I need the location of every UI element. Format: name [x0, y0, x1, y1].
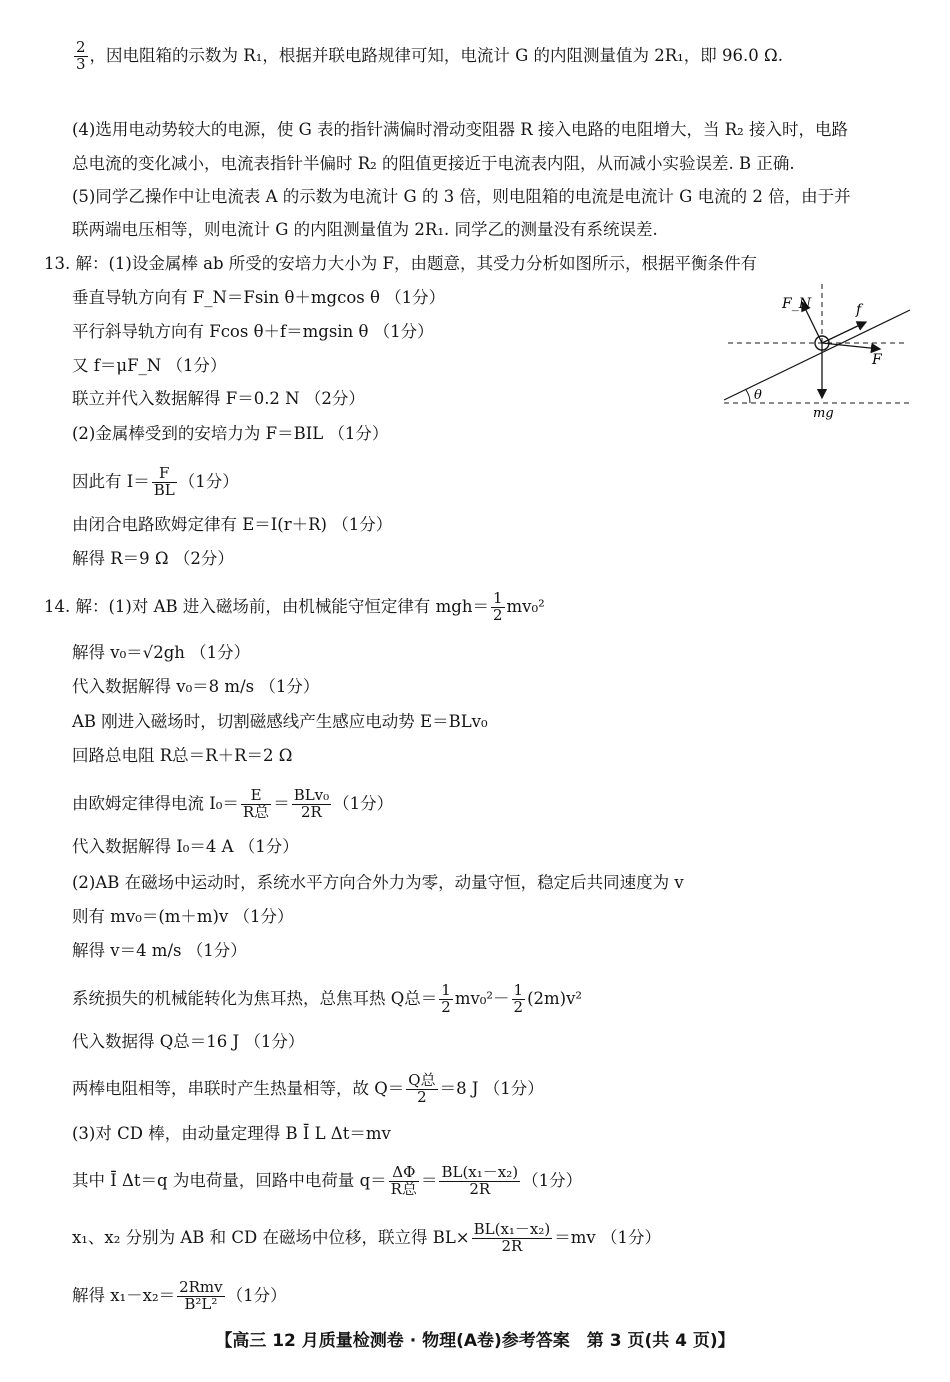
line-text: （1分）: [178, 471, 239, 491]
page-footer: 【高三 12 月质量检测卷 · 物理(A卷)参考答案 第 3 页(共 4 页)】: [215, 1331, 735, 1351]
question-13-heading: 13. 解：(1)设金属棒 ab 所受的安培力大小为 F，由题意，其受力分析如图所示，根据平衡条件有: [44, 254, 757, 273]
fraction: [406, 1073, 437, 1106]
numerator: E: [241, 788, 271, 805]
line-text: ＝mv （1分）: [554, 1227, 661, 1247]
denominator: 2R: [301, 802, 322, 821]
text-line: [72, 1165, 582, 1198]
line-text: 解得 x₁－x₂＝: [72, 1285, 176, 1305]
text-line: (3)对 CD 棒，由动量定理得 B Ī L Δt＝mv: [72, 1124, 391, 1143]
text-line: 联立并代入数据解得 F＝0.2 N （2分）: [72, 389, 365, 408]
denominator: 2R: [469, 1179, 491, 1198]
denominator: B²L²: [184, 1294, 218, 1313]
denominator: R总: [242, 802, 270, 821]
text-line: [72, 788, 393, 821]
text-line: 总电流的变化减小，电流表指针半偏时 R₂ 的阻值更接近于电流表内阻，从而减小实验误差. B 正确.: [72, 154, 795, 173]
numerator: BLv₀: [293, 786, 330, 804]
denominator: 2R: [501, 1236, 523, 1255]
text-line: (4)选用电动势较大的电源，使 G 表的指针满偏时滑动变阻器 R 接入电路的电阻增大，当 R₂ 接入时，电路: [72, 120, 848, 139]
text-line: 代入数据解得 v₀＝8 m/s （1分）: [72, 677, 320, 696]
friction-arrow: [822, 322, 866, 343]
denominator: 2: [513, 997, 524, 1016]
force-diagram: [718, 280, 918, 420]
fraction: [241, 788, 271, 821]
text-line: [72, 466, 239, 499]
text-line: (5)同学乙操作中让电流表 A 的示数为电流计 G 的 3 倍，则电阻箱的电流是电流计 G 电流的 2 倍，由于并: [72, 187, 851, 206]
fraction: [491, 591, 505, 624]
label-theta: θ: [754, 388, 762, 403]
line-text: ＝8 J （1分）: [439, 1078, 544, 1098]
line-text: x₁、x₂ 分别为 AB 和 CD 在磁场中位移，联立得 BL×: [72, 1227, 470, 1247]
text-line: [72, 1073, 544, 1106]
text-line: 联两端电压相等，则电流计 G 的内阻测量值为 2R₁. 同学乙的测量没有系统误差.: [72, 220, 658, 239]
text-line: 解得 R＝9 Ω （2分）: [72, 549, 234, 568]
text-line: [72, 1280, 287, 1313]
text-line: 又 f＝μF_N （1分）: [72, 356, 227, 375]
line-text: 两棒电阻相等，串联时产生热量相等，故 Q＝: [72, 1078, 405, 1098]
numerator: BL(x₁－x₂): [473, 1220, 551, 1238]
label-F: F: [872, 352, 882, 368]
line-text: 其中 Ī Δt＝q 为电荷量，回路中电荷量 q＝: [72, 1170, 387, 1190]
line-text: ＝: [273, 793, 290, 813]
incline-rail: [724, 310, 910, 400]
line-text: ，因电阻箱的示数为 R₁，根据并联电路规律可知，电流计 G 的内阻测量值为 2R₁，即 96.0 Ω.: [89, 45, 783, 65]
text-line: 代入数据得 Q总＝16 J （1分）: [72, 1032, 305, 1051]
line-text: ＝: [420, 1170, 438, 1190]
fraction: [292, 788, 331, 821]
denominator: 2: [492, 605, 503, 624]
line-text: 14. 解：(1)对 AB 进入磁场前，由机械能守恒定律有 mgh＝: [44, 596, 489, 616]
fraction: [74, 40, 88, 73]
text-line: 回路总电阻 R总＝R＋R＝2 Ω: [72, 746, 293, 765]
numerator: F: [152, 466, 177, 483]
line-text: (2m)v²: [527, 988, 583, 1008]
numerator: ΔΦ: [389, 1165, 419, 1182]
text-line: 代入数据解得 I₀＝4 A （1分）: [72, 837, 299, 856]
numerator: Q总: [408, 1071, 436, 1089]
line-text: 因此有 I＝: [72, 471, 150, 491]
numerator: BL(x₁－x₂): [441, 1163, 519, 1181]
text-line: 平行斜导轨方向有 Fcos θ＋f＝mgsin θ （1分）: [72, 322, 434, 341]
fraction: [439, 1165, 520, 1198]
text-line: AB 刚进入磁场时，切割磁感线产生感应电动势 E＝BLv₀: [72, 712, 488, 731]
question-14-heading: [44, 591, 545, 624]
line-text: （1分）: [226, 1285, 287, 1305]
numerator: 1: [492, 589, 503, 607]
text-line: 解得 v₀＝√2gh （1分）: [72, 643, 251, 662]
line-text: mv₀²－: [454, 988, 510, 1008]
numerator: 1: [513, 981, 524, 999]
label-f: f: [856, 302, 862, 318]
line-text: mv₀²: [506, 596, 545, 616]
fraction: [472, 1222, 553, 1255]
numerator: 1: [441, 981, 451, 999]
line-text: （1分）: [333, 793, 394, 813]
text-line: (2)金属棒受到的安培力为 F＝BIL （1分）: [72, 424, 389, 443]
line-text: 由欧姆定律得电流 I₀＝: [72, 793, 239, 813]
line-text: （1分）: [522, 1170, 583, 1190]
numerator: 2: [76, 38, 86, 56]
denominator: 2: [441, 997, 451, 1016]
label-FN: F_N: [782, 296, 811, 312]
denominator: R总: [390, 1179, 417, 1198]
text-line: 垂直导轨方向有 F_N＝Fsin θ＋mgcos θ （1分）: [72, 288, 446, 307]
text-line: (2)AB 在磁场中运动时，系统水平方向合外力为零，动量守恒，稳定后共同速度为 v: [72, 873, 684, 892]
fraction: [512, 983, 526, 1016]
denominator: 3: [76, 54, 86, 73]
text-line: [72, 40, 783, 73]
text-line: [72, 1222, 661, 1255]
fraction: [439, 983, 453, 1016]
angle-arc: [746, 390, 750, 403]
text-line: [72, 983, 582, 1016]
fraction: [152, 466, 177, 499]
text-line: 则有 mv₀＝(m＋m)v （1分）: [72, 907, 294, 926]
denominator: 2: [417, 1087, 427, 1106]
fraction: [177, 1280, 225, 1313]
fraction: [389, 1165, 419, 1198]
label-mg: mg: [813, 406, 834, 420]
numerator: 2Rmv: [179, 1278, 223, 1296]
line-text: 系统损失的机械能转化为焦耳热，总焦耳热 Q总＝: [72, 988, 438, 1008]
text-line: 解得 v＝4 m/s （1分）: [72, 941, 247, 960]
denominator: BL: [153, 480, 175, 499]
text-line: 由闭合电路欧姆定律有 E＝I(r＋R) （1分）: [72, 515, 393, 534]
